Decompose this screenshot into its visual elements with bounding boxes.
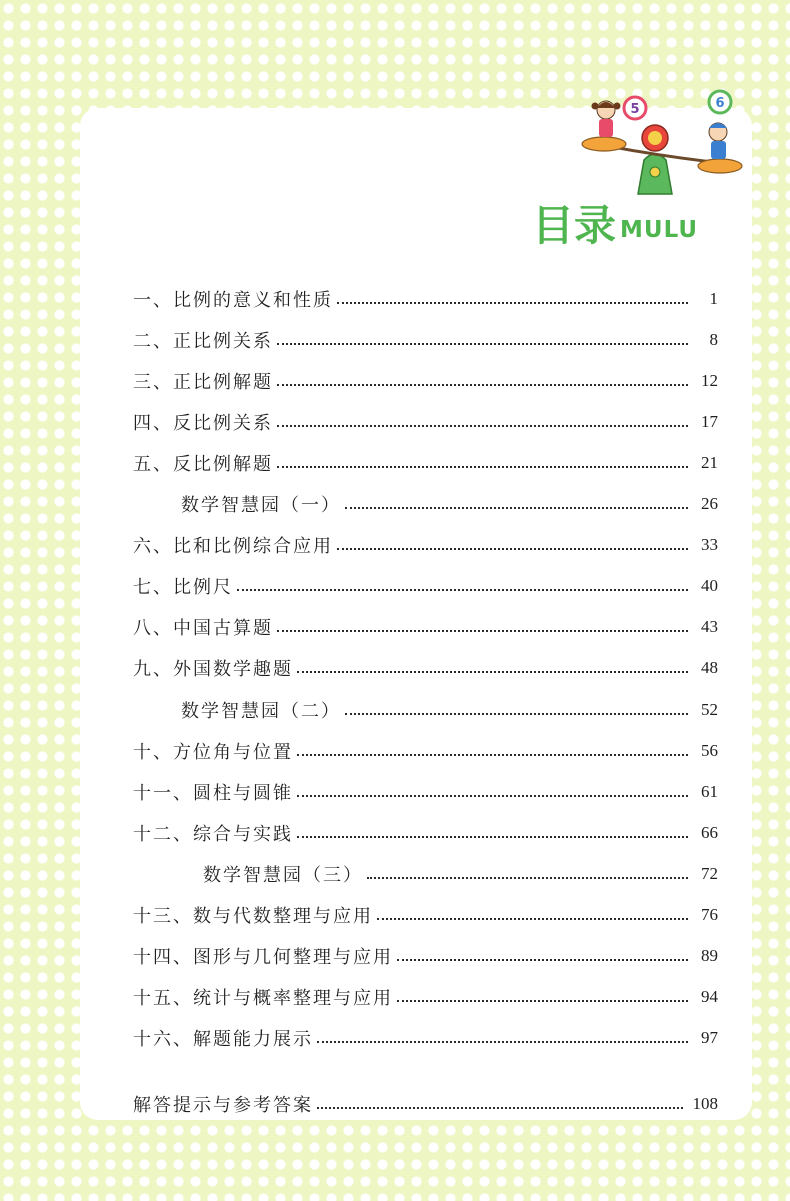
toc-entry[interactable] <box>133 406 718 438</box>
toc-entry-label: 解答提示与参考答案 <box>133 1095 313 1116</box>
toc-entry-label: 十五、统计与概率整理与应用 <box>133 988 393 1009</box>
right-badge-number: 6 <box>715 96 725 111</box>
toc-entry[interactable] <box>181 694 718 726</box>
dot-leader <box>317 1107 683 1109</box>
toc-entry-label: 一、比例的意义和性质 <box>133 290 333 311</box>
toc-entry[interactable] <box>133 570 718 602</box>
toc-entry-page: 8 <box>709 330 718 349</box>
toc-entry[interactable] <box>133 283 718 315</box>
dot-leader <box>297 754 688 756</box>
dot-leader <box>237 589 688 591</box>
toc-entry[interactable] <box>133 899 718 931</box>
toc-entry[interactable] <box>133 817 718 849</box>
left-badge-number: 5 <box>630 102 640 117</box>
toc-entry-label: 十三、数与代数整理与应用 <box>133 906 373 927</box>
toc-entry[interactable] <box>133 529 718 561</box>
toc-entry-label: 九、外国数学趣题 <box>133 659 293 680</box>
toc-entry-page: 26 <box>701 494 718 513</box>
toc-entry-page: 33 <box>701 535 718 554</box>
toc-entry[interactable] <box>133 447 718 479</box>
toc-entry-label: 十一、圆柱与圆锥 <box>133 783 293 804</box>
toc-entry[interactable] <box>133 652 718 684</box>
toc-entry-page: 52 <box>701 700 718 719</box>
toc-entry-page: 61 <box>701 782 718 801</box>
toc-entry[interactable] <box>181 488 718 520</box>
dot-leader <box>317 1041 688 1043</box>
dot-leader <box>277 630 688 632</box>
toc-entry-label: 十、方位角与位置 <box>133 742 293 763</box>
dot-leader <box>277 466 688 468</box>
toc-entry-label: 六、比和比例综合应用 <box>133 536 333 557</box>
toc-entry-label: 四、反比例关系 <box>133 413 273 434</box>
toc-entry-label: 八、中国古算题 <box>133 618 273 639</box>
dot-leader <box>397 1000 688 1002</box>
dot-leader <box>397 959 688 961</box>
dot-leader <box>277 425 688 427</box>
dot-leader <box>297 671 688 673</box>
toc-entry-page: 72 <box>701 864 718 883</box>
toc-entry-page: 56 <box>701 741 718 760</box>
toc-entry-page: 97 <box>701 1028 718 1047</box>
dot-leader <box>337 302 688 304</box>
toc-entry[interactable] <box>133 940 718 972</box>
toc-entry[interactable] <box>133 1022 718 1054</box>
toc-entry-label: 十四、图形与几何整理与应用 <box>133 947 393 968</box>
toc-entry[interactable] <box>133 611 718 643</box>
toc-entry-page: 1 <box>709 289 718 308</box>
toc-entry-label: 七、比例尺 <box>133 577 233 598</box>
toc-entry-label: 十六、解题能力展示 <box>133 1029 313 1050</box>
toc-entry[interactable] <box>133 776 718 808</box>
toc-entry-label: 五、反比例解题 <box>133 454 273 475</box>
toc-entry[interactable] <box>133 981 718 1013</box>
title-latin: MULU <box>620 217 699 243</box>
dot-leader <box>297 795 688 797</box>
toc-entry[interactable] <box>133 735 718 767</box>
toc-entry-label: 数学智慧园（三） <box>203 865 363 886</box>
toc-entry[interactable] <box>133 365 718 397</box>
toc-entry[interactable] <box>133 324 718 356</box>
toc-entry-page: 48 <box>701 658 718 677</box>
toc-entry-page: 43 <box>701 617 718 636</box>
toc-entry-page: 12 <box>701 371 718 390</box>
dot-leader <box>337 548 688 550</box>
toc-entry-page: 66 <box>701 823 718 842</box>
toc-entry-page: 108 <box>692 1094 718 1113</box>
toc-entry-label: 二、正比例关系 <box>133 331 273 352</box>
dot-leader <box>297 836 688 838</box>
toc-entry-label: 十二、综合与实践 <box>133 824 293 845</box>
toc-entry-page: 76 <box>701 905 718 924</box>
toc-entry-page: 40 <box>701 576 718 595</box>
toc-entry-label: 数学智慧园（二） <box>181 701 341 722</box>
toc-entry-label: 数学智慧园（一） <box>181 495 341 516</box>
dot-leader <box>367 877 688 879</box>
toc-entry[interactable] <box>203 858 718 890</box>
title-main: 目录 <box>532 201 617 250</box>
toc-entry-label: 三、正比例解题 <box>133 372 273 393</box>
dot-leader <box>345 713 688 715</box>
toc-entry-page: 17 <box>701 412 718 431</box>
dot-leader <box>345 507 688 509</box>
dot-leader <box>277 343 688 345</box>
toc-entry-page: 94 <box>701 987 718 1006</box>
dot-leader <box>277 384 688 386</box>
toc-entry-page: 89 <box>701 946 718 965</box>
dot-leader <box>377 918 688 920</box>
toc-entry-page: 21 <box>701 453 718 472</box>
toc-entry-answers[interactable] <box>133 1088 718 1120</box>
